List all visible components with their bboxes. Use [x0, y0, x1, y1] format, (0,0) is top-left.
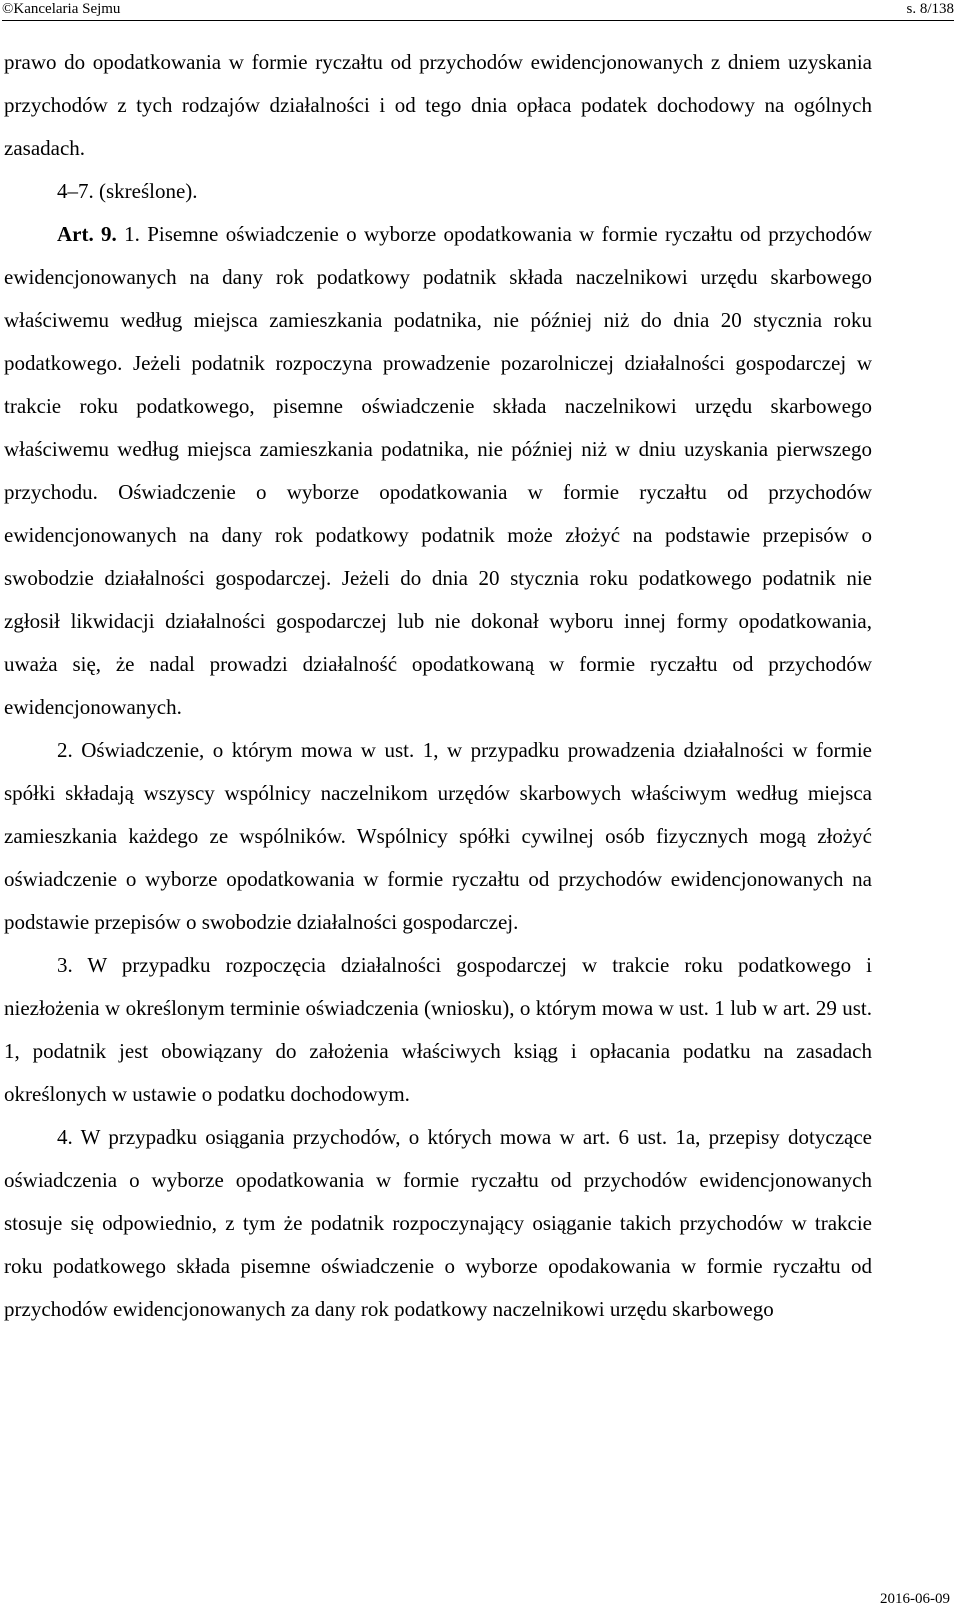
header-divider [2, 20, 954, 21]
paragraph-intro: prawo do opodatkowania w formie ryczałtu od przychodów ewidencjonowanych z dniem uzyskania przychodów z tych rodzajów działalności i od tego dnia opłaca podatek dochodowy na ogólnych zasadach. [4, 50, 872, 160]
page-number: s. 8/138 [906, 1, 954, 17]
article-label: Art. 9. [57, 222, 117, 246]
copyright-label: ©Kancelaria Sejmu [2, 1, 121, 17]
article-9-paragraph-3: 3. W przypadku rozpoczęcia działalności gospodarczej w trakcie roku podatkowego i niezłożenia w określonym terminie oświadczenia (wniosku), o którym mowa w ust. 1 lub w art. 29 ust. 1, podatnik jest obowiązany do założenia właściwych ksiąg i opłacania podatku na zasadach określonych w ustawie o podatku dochodowym. [4, 953, 872, 1106]
page-header [2, 0, 954, 18]
article-9-paragraph-2: 2. Oświadczenie, o którym mowa w ust. 1, w przypadku prowadzenia działalności w formie spółki składają wszyscy wspólnicy naczelnikom urzędów skarbowych właściwym według miejsca zamieszkania każdego ze wspólników. Wspólnicy spółki cywilnej osób fizycznych mogą złożyć oświadczenie o wyborze opodatkowania w formie ryczałtu od przychodów ewidencjonowanych na podstawie przepisów o swobodzie działalności gospodarczej. [4, 738, 872, 934]
article-9-paragraph-1 [4, 213, 872, 729]
document-body [4, 41, 872, 1331]
paragraph-repealed: 4–7. (skreślone). [57, 179, 198, 203]
article-9-paragraph-4: 4. W przypadku osiągania przychodów, o których mowa w art. 6 ust. 1a, przepisy dotyczące oświadczenia o wyborze opodatkowania w formie ryczałtu od przychodów ewidencjonowanych stosuje się odpowiednio, z tym że podatnik rozpoczynający osiąganie takich przychodów w trakcie roku podatkowego składa pisemne oświadczenie o wyborze opodakowania w formie ryczałtu od przychodów ewidencjonowanych za dany rok podatkowy naczelnikowi urzędu skarbowego [4, 1125, 872, 1321]
article-9-ust-1-text: 1. Pisemne oświadczenie o wyborze opodatkowania w formie ryczałtu od przychodów ewidencjonowanych na dany rok podatkowy podatnik składa naczelnikowi urzędu skarbowego właściwemu według miejsca zamieszkania podatnika, nie później niż do dnia 20 stycznia roku podatkowego. Jeżeli podatnik rozpoczyna prowadzenie pozarolniczej działalności gospodarczej w trakcie roku podatkowego, pisemne oświadczenie składa naczelnikowi urzędu skarbowego właściwemu według miejsca zamieszkania podatnika, nie później niż w dniu uzyskania pierwszego przychodu. Oświadczenie o wyborze opodatkowania w formie ryczałtu od przychodów ewidencjonowanych na dany rok podatkowy podatnik może złożyć na podstawie przepisów o swobodzie działalności gospodarczej. Jeżeli do dnia 20 stycznia roku podatkowego podatnik nie zgłosił likwidacji działalności gospodarczej lub nie dokonał wyboru innej formy opodatkowania, uważa się, że nadal prowadzi działalność opodatkowaną w formie ryczałtu od przychodów ewidencjonowanych. [4, 222, 873, 719]
document-date: 2016-06-09 [880, 1591, 950, 1607]
